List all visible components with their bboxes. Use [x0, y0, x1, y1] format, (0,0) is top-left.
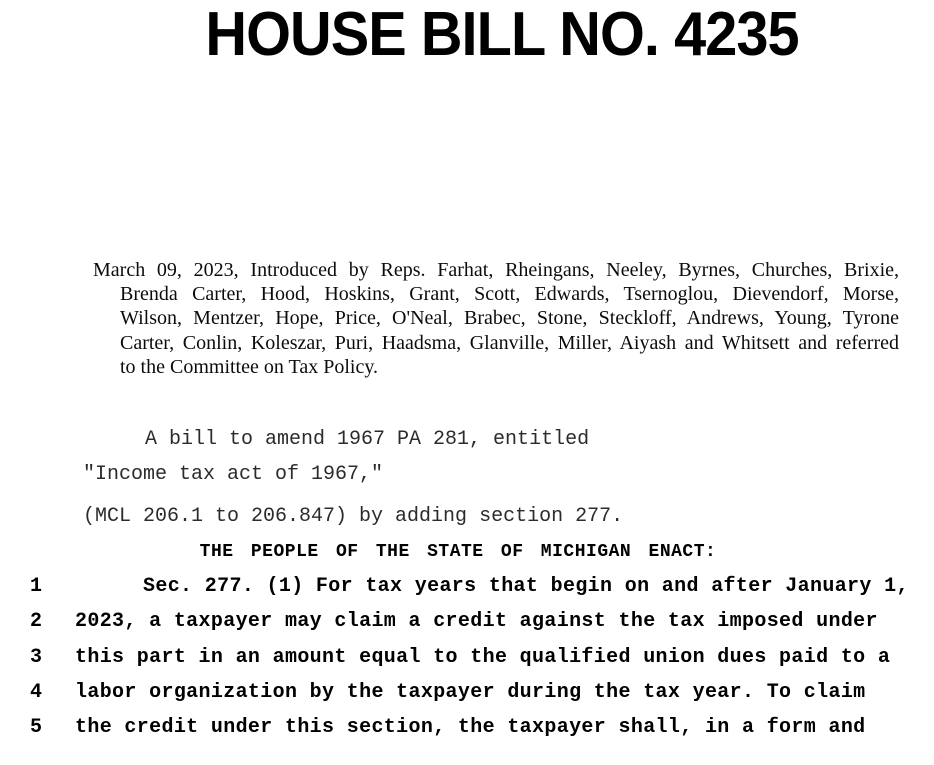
bill-clause-line-3: (MCL 206.1 to 206.847) by adding section 277. — [83, 505, 624, 528]
line-number: 3 — [30, 645, 43, 669]
bill-text-line: this part in an amount equal to the qualified union dues paid to a — [75, 645, 891, 669]
enacting-clause: THE PEOPLE OF THE STATE OF MICHIGAN ENACT: — [199, 542, 717, 562]
introduction-line: Carter, Conlin, Koleszar, Puri, Haadsma, Glanville, Miller, Aiyash and Whitsett and referred — [120, 331, 899, 354]
introduction-line: Wilson, Mentzer, Hope, Price, O'Neal, Brabec, Stone, Steckloff, Andrews, Young, Tyrone — [120, 307, 899, 330]
line-number: 5 — [30, 716, 43, 740]
bill-title: HOUSE BILL NO. 4235 — [205, 0, 799, 69]
bill-text-line: labor organization by the taxpayer during the tax year. To claim — [75, 680, 866, 704]
bill-clause-line-1: A bill to amend 1967 PA 281, entitled — [145, 428, 590, 451]
line-number: 4 — [30, 680, 43, 704]
bill-text-line: 2023, a taxpayer may claim a credit against the tax imposed under — [75, 610, 878, 634]
introduction-line: Brenda Carter, Hood, Hoskins, Grant, Scott, Edwards, Tsernoglou, Dievendorf, Morse, — [120, 283, 899, 306]
bill-text-line: the credit under this section, the taxpayer shall, in a form and — [75, 716, 866, 740]
introduction-line: March 09, 2023, Introduced by Reps. Farhat, Rheingans, Neeley, Byrnes, Churches, Brixie, — [93, 259, 899, 281]
bill-body-row — [30, 718, 930, 753]
line-number: 2 — [30, 610, 43, 634]
bill-text-line: Sec. 277. (1) For tax years that begin on and after January 1, — [143, 575, 909, 598]
bill-body — [30, 577, 930, 753]
introduction-paragraph — [93, 258, 899, 379]
bill-clause-line-2: "Income tax act of 1967," — [83, 463, 384, 486]
bill-body-row — [30, 577, 930, 612]
bill-body-row — [30, 645, 930, 683]
bill-body-row — [30, 612, 930, 647]
bill-body-row — [30, 680, 930, 718]
introduction-line: to the Committee on Tax Policy. — [120, 355, 379, 378]
line-number: 1 — [30, 575, 43, 598]
